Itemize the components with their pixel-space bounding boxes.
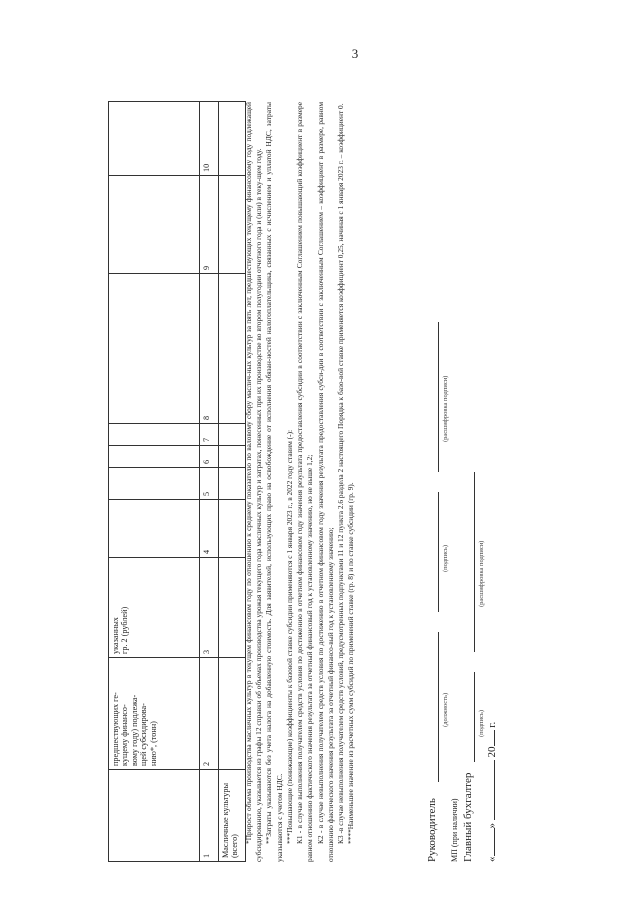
header-cell-2: предшествующих ге- кущему финансо- вому году) подлежа- щей субсидирова- нию*, (тонн): [109, 658, 200, 770]
header-cell-6: [109, 446, 200, 468]
header-cell-10: [109, 102, 200, 176]
mp-label: МП (при наличии): [450, 798, 459, 862]
data-cell: [219, 468, 246, 500]
page-number: 3: [351, 46, 359, 61]
head-label: Руководитель: [426, 798, 438, 862]
footnote: К1 - в случае выполнения получателем средств условия по достижению в отчетном финансовом году значения результата предоставления субсидии в соответствии с заключенным Соглашением повышающий коэффициент в размере равном отношению фактического значения результата за отчетный финансовый год к установленному значению, но не выше 1,2;: [295, 102, 315, 862]
data-cell: [219, 424, 246, 446]
column-number: 2: [200, 658, 219, 770]
header-cell-7: [109, 424, 200, 446]
position-line: [426, 632, 439, 782]
transcript-caption: (расшифровка подписи): [442, 375, 449, 442]
mp-row: [450, 102, 462, 862]
table-header-row: [109, 102, 200, 862]
subsidy-table: [108, 101, 246, 862]
date-close-quote: »: [486, 823, 498, 829]
signature-block: [426, 102, 510, 862]
column-numbers-row: [200, 102, 219, 862]
footnote: К2 - в случае невыполнения получателем средств условия по достижению в отчетном финансовом году значения результата предоставления субси-дии в соответствии с заключенным Соглашением – коэффициент в размере, равном отношению фактического значения результата за отчетный финансо-вый год к установленному значению;: [315, 102, 335, 862]
accountant-signature-line: [462, 672, 475, 762]
footnote: ****Наименьшее значение из расчетных сумм субсидий по применений ставке (гр. 8) и по ставке субсидии (гр. 9).: [346, 482, 356, 844]
header-cell-4: [109, 500, 200, 558]
signature-caption: (подпись): [442, 545, 449, 572]
position-caption: (должность): [442, 692, 449, 727]
row-label-oilseeds: Масличные культуры (всего): [219, 770, 246, 862]
head-signature-row: [426, 102, 450, 862]
data-cell: [219, 102, 246, 176]
date-suffix: г.: [486, 721, 498, 728]
header-cell-1: [109, 770, 200, 862]
data-cell: [219, 176, 246, 274]
data-cell: [219, 446, 246, 468]
column-number: 6: [200, 446, 219, 468]
date-year: 20: [486, 746, 498, 758]
footnote: *Прирост объема производства масличных культур в текущем финансовом году по отношению к среднему показателю по валовому сбору маслич-ных культур за пять лет, предшествующих текущему финансовому году подлежащей субсидированию, указывается из графы 12 справки об объемах производства урожая текущего года масличных культур и затратах, понесенных при их производстве во втором полугодии отчетного года и (или) в теку-щем году.: [244, 102, 264, 862]
date-field: [486, 722, 498, 862]
column-number: 8: [200, 274, 219, 424]
signature-line: [426, 492, 439, 612]
transcript-line: [426, 322, 439, 472]
column-number: 7: [200, 424, 219, 446]
accountant-transcript-line: [462, 472, 475, 652]
accountant-signature-caption: (подпись): [478, 710, 485, 737]
accountant-signature-row: [462, 102, 486, 862]
footnotes: [244, 102, 356, 862]
header-cell-3: указанных гр. 2 (рублей): [109, 558, 200, 658]
footnote: **Затраты указываются без учета налога на добавленную стоимость. Для заявителей, использующих право на освобождение от исполнения обязан-ностей налогоплательщика, связанных с исчислением и уплатой НДС, затраты указываются с учетом НДС.: [264, 102, 284, 862]
header-cell-8: [109, 274, 200, 424]
accountant-label: Главный бухгалтер: [462, 772, 474, 862]
date-open-quote: «: [486, 856, 498, 862]
footnote: К3 -в случае невыполнения получателем средств условий, предусмотренных подпунктами 11 и 12 пункта 2.6 раздела 2 настоящего Порядка к базо-вой ставке применяется коэффициент 0,25, начиная с 1 января 2023 г. – коэффициент 0.: [335, 103, 345, 844]
data-cell: [219, 274, 246, 424]
footnote: ***Повышающие (понижающие) коэффициенты к базовой ставке субсидии применяются с 1 января 2023 г., в 2022 году ставим (-):: [284, 429, 294, 844]
data-cell: [219, 500, 246, 558]
column-number: 1: [200, 770, 219, 862]
table-row: [219, 102, 246, 862]
column-number: 4: [200, 500, 219, 558]
column-number: 10: [200, 102, 219, 176]
column-number: 9: [200, 176, 219, 274]
rotated-landscape-content: [108, 102, 528, 862]
header-cell-9: [109, 176, 200, 274]
header-cell-5: [109, 468, 200, 500]
data-cell: [219, 658, 246, 770]
column-number: 3: [200, 558, 219, 658]
column-number: 5: [200, 468, 219, 500]
date-row: [486, 102, 510, 862]
data-cell: [219, 558, 246, 658]
accountant-transcript-caption: (расшифровка подписи): [478, 540, 485, 607]
